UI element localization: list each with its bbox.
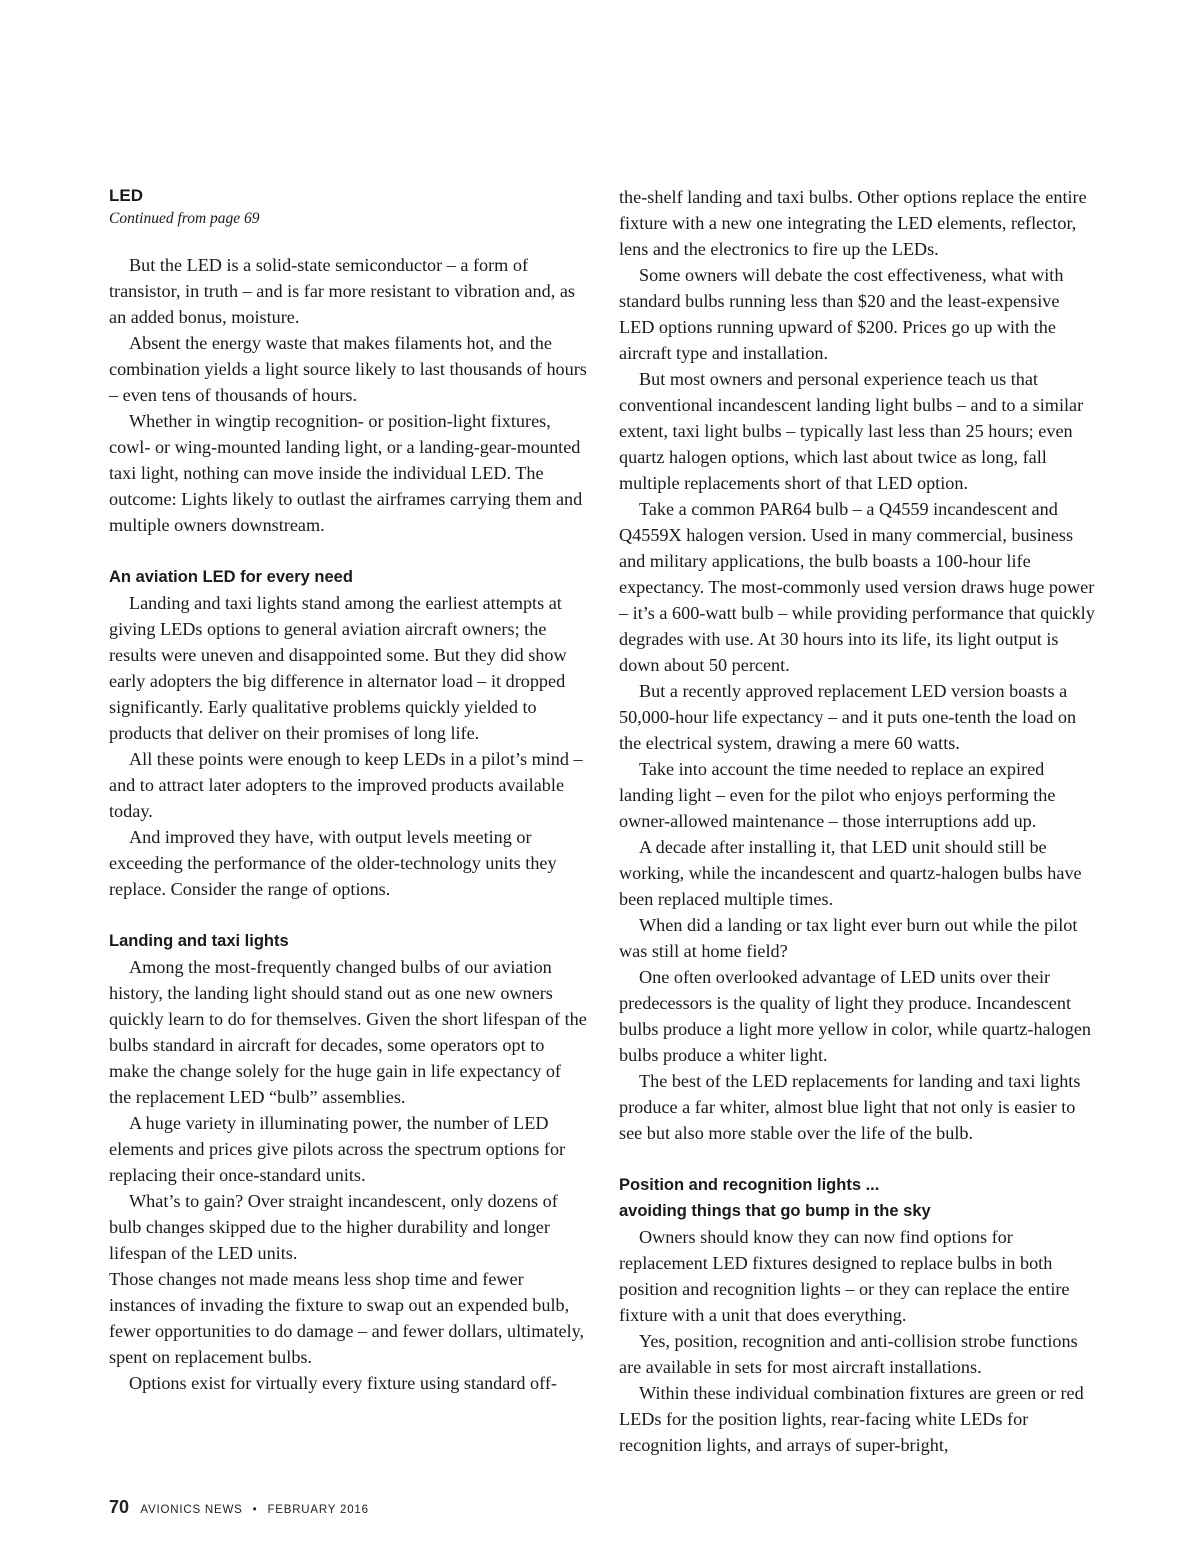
body-paragraph: Whether in wingtip recognition- or position-light fixtures, cowl- or wing-mounted landing light, or a landing-gear-mounted taxi light, nothing can move inside the individual LED. The outcome: Lights likely to outlast the airframes carrying them and multiple owners downstream. <box>109 411 583 535</box>
page-number: 70 <box>109 1497 130 1517</box>
page-footer <box>109 1497 369 1518</box>
body-paragraph: Options exist for virtually every fixture using standard off- <box>129 1373 557 1393</box>
body-paragraph: Take into account the time needed to replace an expired landing light – even for the pilot who enjoys performing the owner-allowed maintenance – those interruptions add up. <box>619 759 1056 831</box>
body-paragraph: Take a common PAR64 bulb – a Q4559 incandescent and Q4559X halogen version. Used in many commercial, business and military applications, the bulb boasts a 100-hour life expectancy. The most-commonly used version draws huge power – it’s a 600-watt bulb – while providing performance that quickly degrades with use. At 30 hours into its life, its light output is down about 50 percent. <box>619 499 1095 675</box>
section-heading: avoiding things that go bump in the sky <box>619 1202 931 1220</box>
section-heading: Position and recognition lights ... <box>619 1176 880 1194</box>
publication-name: AVIONICS NEWS <box>140 1504 243 1516</box>
body-paragraph: All these points were enough to keep LEDs in a pilot’s mind – and to attract later adopters to the improved products available today. <box>109 749 583 821</box>
body-paragraph: Among the most-frequently changed bulbs of our aviation history, the landing light should stand out as one new owners quickly learn to do for themselves. Given the short lifespan of the bulbs standard in aircraft for decades, some operators opt to make the change solely for the huge gain in life expectancy of the replacement LED “bulb” assemblies. <box>109 957 587 1107</box>
right-column <box>619 184 1097 1458</box>
body-paragraph: Owners should know they can now find options for replacement LED fixtures designed to replace bulbs in both position and recognition lights – or they can replace the entire fixture with a unit that does everything. <box>619 1227 1070 1325</box>
body-paragraph: One often overlooked advantage of LED units over their predecessors is the quality of light they produce. Incandescent bulbs produce a light more yellow in color, while quartz-halogen bulbs produce a whiter light. <box>619 967 1092 1065</box>
body-paragraph: Those changes not made means less shop time and fewer instances of invading the fixture to swap out an expended bulb, fewer opportunities to do damage – and fewer dollars, ultimately, spent on replacement bulbs. <box>109 1269 585 1367</box>
continued-note: Continued from page 69 <box>109 210 260 227</box>
body-paragraph: Landing and taxi lights stand among the earliest attempts at giving LEDs options to general aviation aircraft owners; the results were uneven and disappointed some. But they did show early adopters the big difference in alternator load – it dropped significantly. Early qualitative problems quickly yielded to products that deliver on their promises of long life. <box>109 593 567 743</box>
section-kicker: LED <box>109 186 143 205</box>
body-paragraph: the-shelf landing and taxi bulbs. Other options replace the entire fixture with a new one integrating the LED elements, reflector, lens and the electronics to fire up the LEDs. <box>619 187 1087 259</box>
body-paragraph: A decade after installing it, that LED unit should still be working, while the incandescent and quartz-halogen bulbs have been replaced multiple times. <box>619 837 1082 909</box>
body-paragraph: But the LED is a solid-state semiconductor – a form of transistor, in truth – and is far more resistant to vibration and, as an added bonus, moisture. <box>109 255 575 327</box>
body-paragraph: Yes, position, recognition and anti-collision strobe functions are available in sets for most aircraft installations. <box>619 1331 1078 1377</box>
body-paragraph: A huge variety in illuminating power, the number of LED elements and prices give pilots across the spectrum options for replacing their once-standard units. <box>109 1113 566 1185</box>
body-paragraph: But most owners and personal experience teach us that conventional incandescent landing light bulbs – and to a similar extent, taxi light bulbs – typically last less than 25 hours; even quartz halogen options, which last about twice as long, fall multiple replacements short of that LED option. <box>619 369 1084 493</box>
body-paragraph: Absent the energy waste that makes filaments hot, and the combination yields a light source likely to last thousands of hours – even tens of thousands of hours. <box>109 333 587 405</box>
right-column-body <box>619 184 1097 1458</box>
body-paragraph: But a recently approved replacement LED version boasts a 50,000-hour life expectancy – and it puts one-tenth the load on the electrical system, drawing a mere 60 watts. <box>619 681 1077 753</box>
body-paragraph: What’s to gain? Over straight incandescent, only dozens of bulb changes skipped due to the higher durability and longer lifespan of the LED units. <box>109 1191 558 1263</box>
left-column <box>109 184 587 1396</box>
body-paragraph: Some owners will debate the cost effectiveness, what with standard bulbs running less than $20 and the least-expensive LED options running upward of $200. Prices go up with the aircraft type and installation. <box>619 265 1064 363</box>
section-heading: An aviation LED for every need <box>109 568 353 586</box>
body-paragraph: Within these individual combination fixtures are green or red LEDs for the position lights, rear-facing white LEDs for recognition lights, and arrays of super-bright, <box>619 1383 1084 1455</box>
section-heading: Landing and taxi lights <box>109 932 289 950</box>
issue-date: FEBRUARY 2016 <box>267 1504 369 1516</box>
body-paragraph: The best of the LED replacements for landing and taxi lights produce a far whiter, almost blue light that not only is easier to see but also more stable over the life of the bulb. <box>619 1071 1081 1143</box>
left-column-body <box>109 252 587 1396</box>
body-paragraph: And improved they have, with output levels meeting or exceeding the performance of the older-technology units they replace. Consider the range of options. <box>109 827 557 899</box>
footer-separator: • <box>252 1504 258 1516</box>
body-paragraph: When did a landing or tax light ever burn out while the pilot was still at home field? <box>619 915 1078 961</box>
